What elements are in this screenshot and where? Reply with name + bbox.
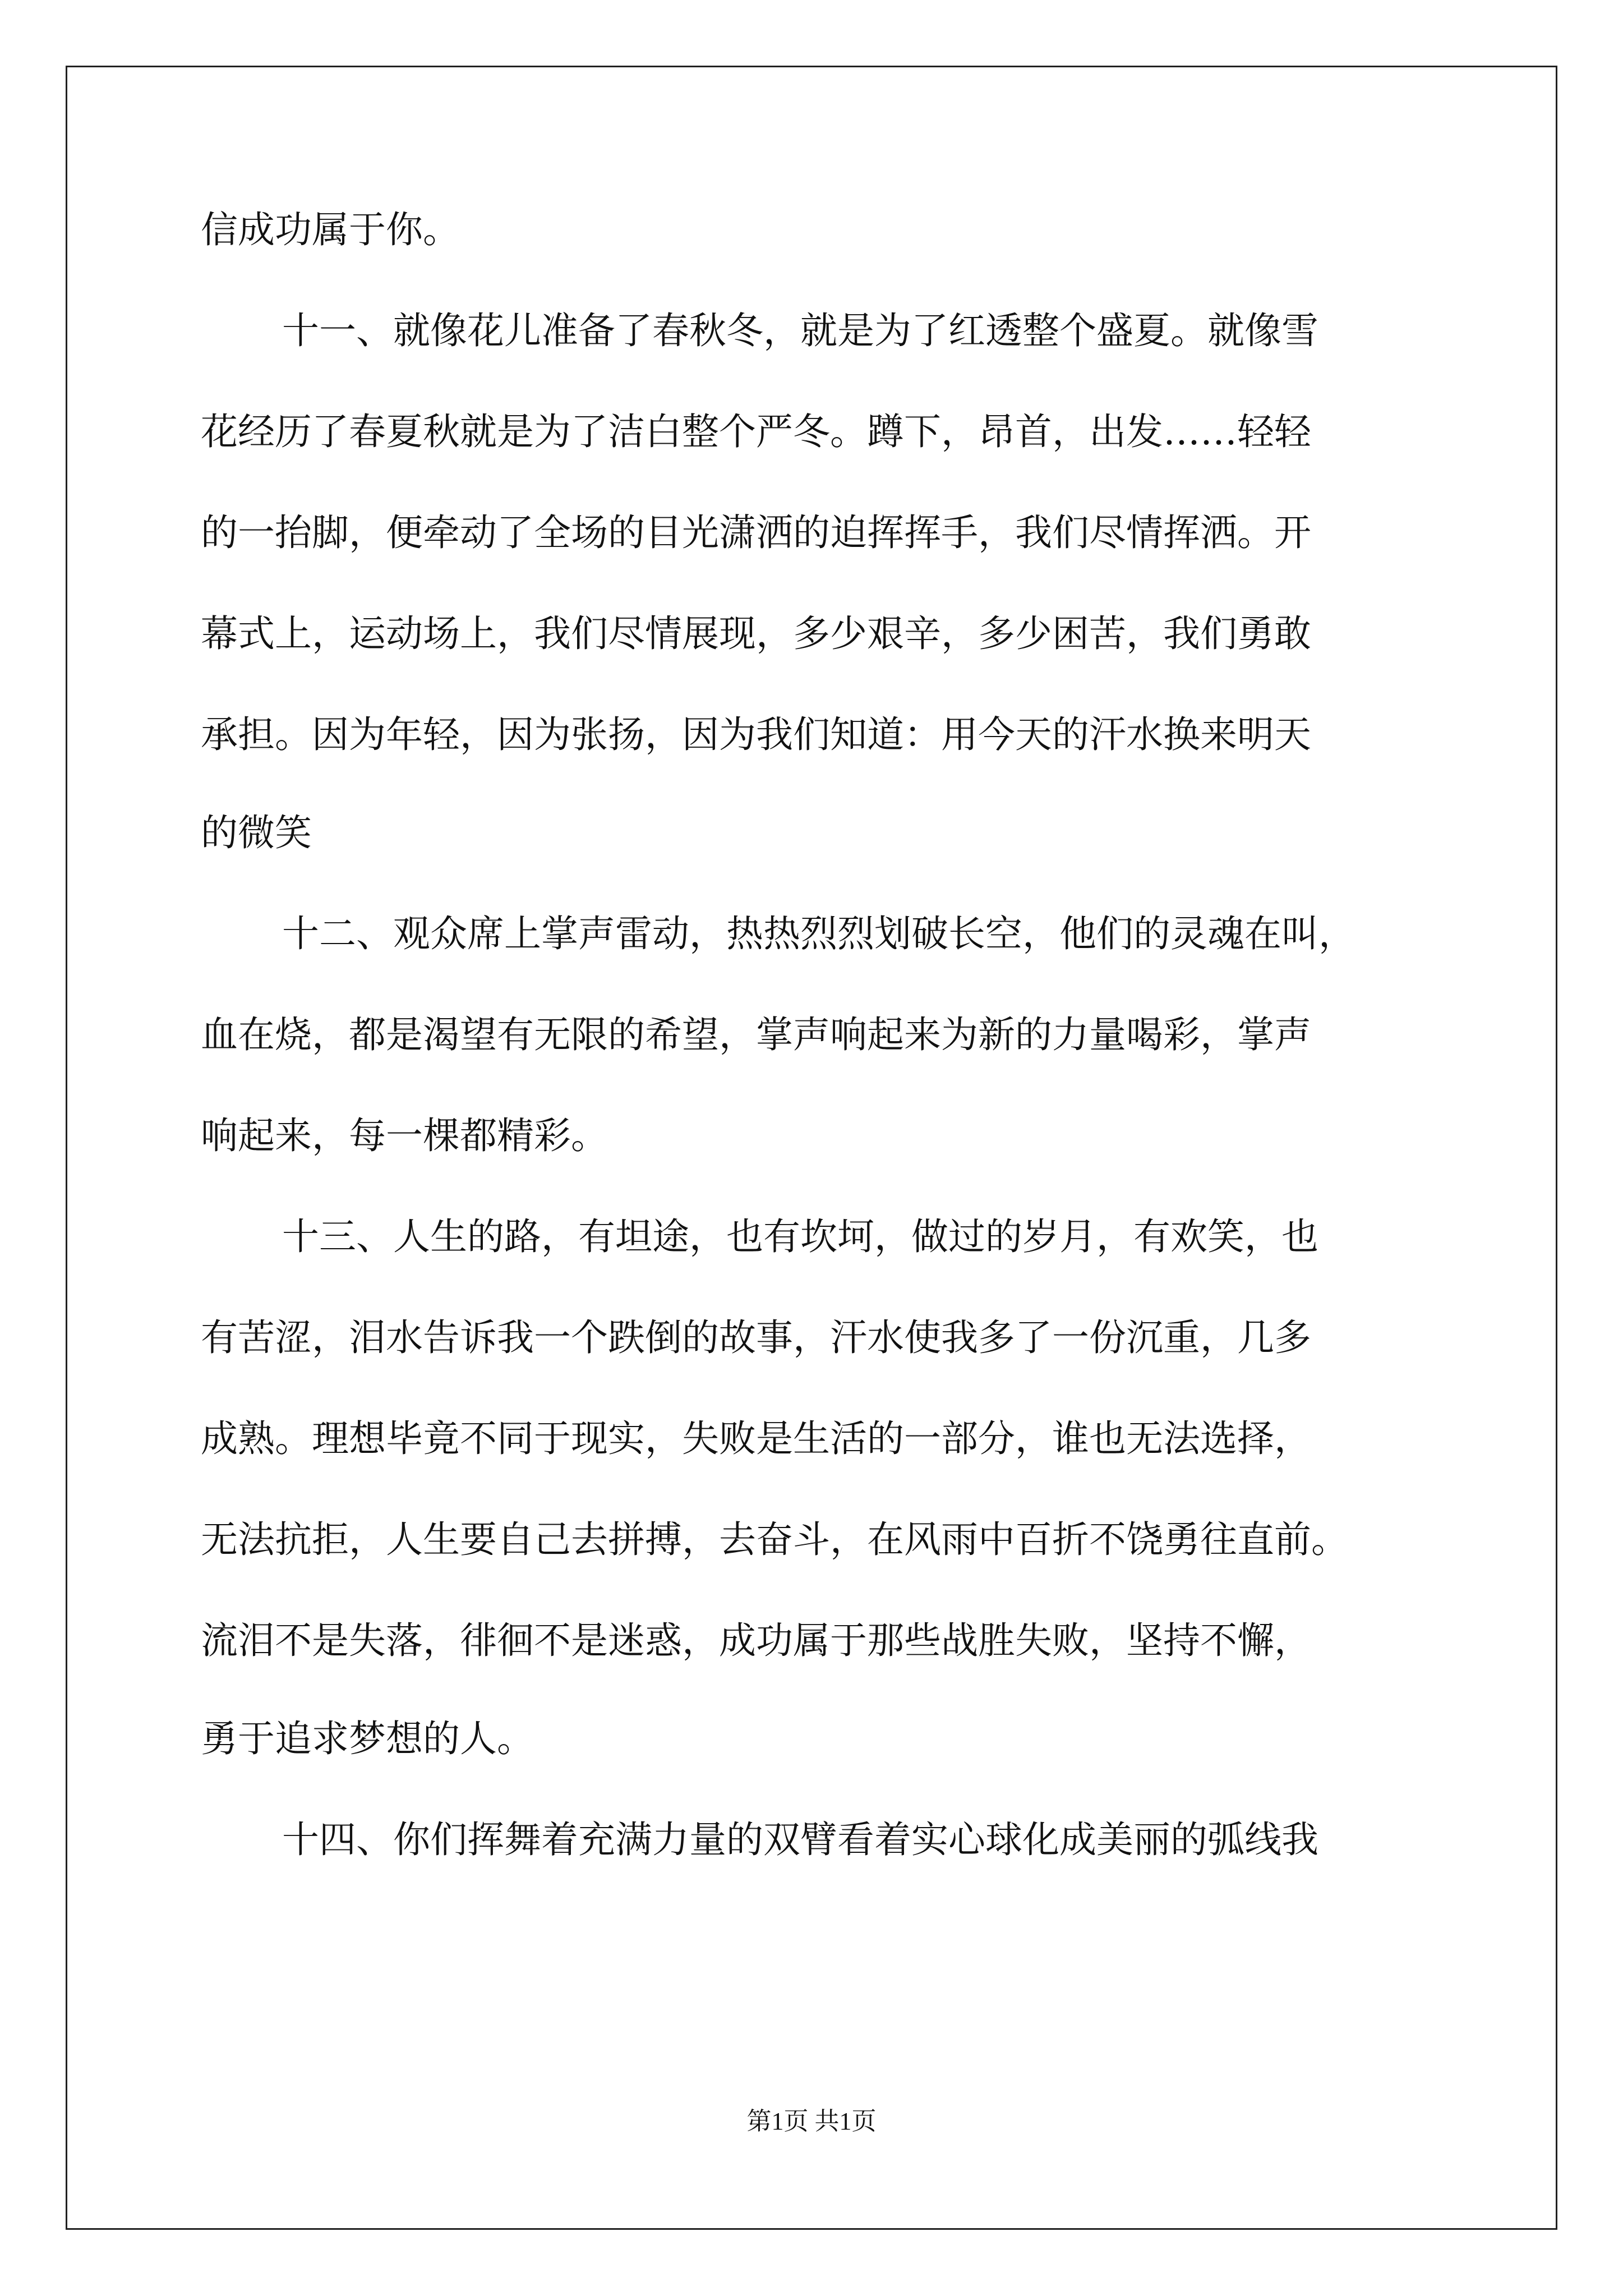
text-line: 血在烧，都是渴望有无限的希望，掌声响起来为新的力量喝彩，掌声: [201, 1013, 1311, 1056]
text-line: 十一、就像花儿准备了春秋冬，就是为了红透整个盛夏。就像雪: [282, 309, 1318, 352]
text-line: 响起来，每一棵都精彩。: [201, 1114, 608, 1157]
text-line: 勇于追求梦想的人。: [201, 1717, 534, 1760]
text-line: 幕式上，运动场上，我们尽情展现，多少艰辛，多少困苦，我们勇敢: [201, 612, 1311, 655]
page-number: 第1页 共1页: [746, 2108, 877, 2135]
text-line: 信成功属于你。: [201, 208, 460, 251]
text-line: 的一抬脚，便牵动了全场的目光潇洒的迫挥挥手，我们尽情挥洒。开: [201, 511, 1311, 554]
text-line: 成熟。理想毕竟不同于现实，失败是生活的一部分，谁也无法选择，: [201, 1417, 1311, 1460]
text-line: 十四、你们挥舞着充满力量的双臂看着实心球化成美丽的弧线我: [282, 1818, 1318, 1861]
text-line: 十三、人生的路，有坦途，也有坎坷，做过的岁月，有欢笑，也: [282, 1215, 1318, 1258]
text-line: 花经历了春夏秋就是为了洁白整个严冬。蹲下，昂首，出发……轻轻: [201, 410, 1311, 453]
text-line: 无法抗拒，人生要自己去拼搏，去奋斗，在风雨中百折不饶勇往直前。: [201, 1518, 1348, 1561]
text-line: 有苦涩，泪水告诉我一个跌倒的故事，汗水使我多了一份沉重，几多: [201, 1316, 1311, 1359]
text-line: 十二、观众席上掌声雷动，热热烈烈划破长空，他们的灵魂在叫，: [282, 912, 1355, 955]
text-line: 流泪不是失落，徘徊不是迷惑，成功属于那些战胜失败，坚持不懈，: [201, 1619, 1311, 1662]
text-line: 的微笑: [201, 811, 312, 854]
text-line: 承担。因为年轻，因为张扬，因为我们知道：用今天的汗水换来明天: [201, 713, 1311, 756]
